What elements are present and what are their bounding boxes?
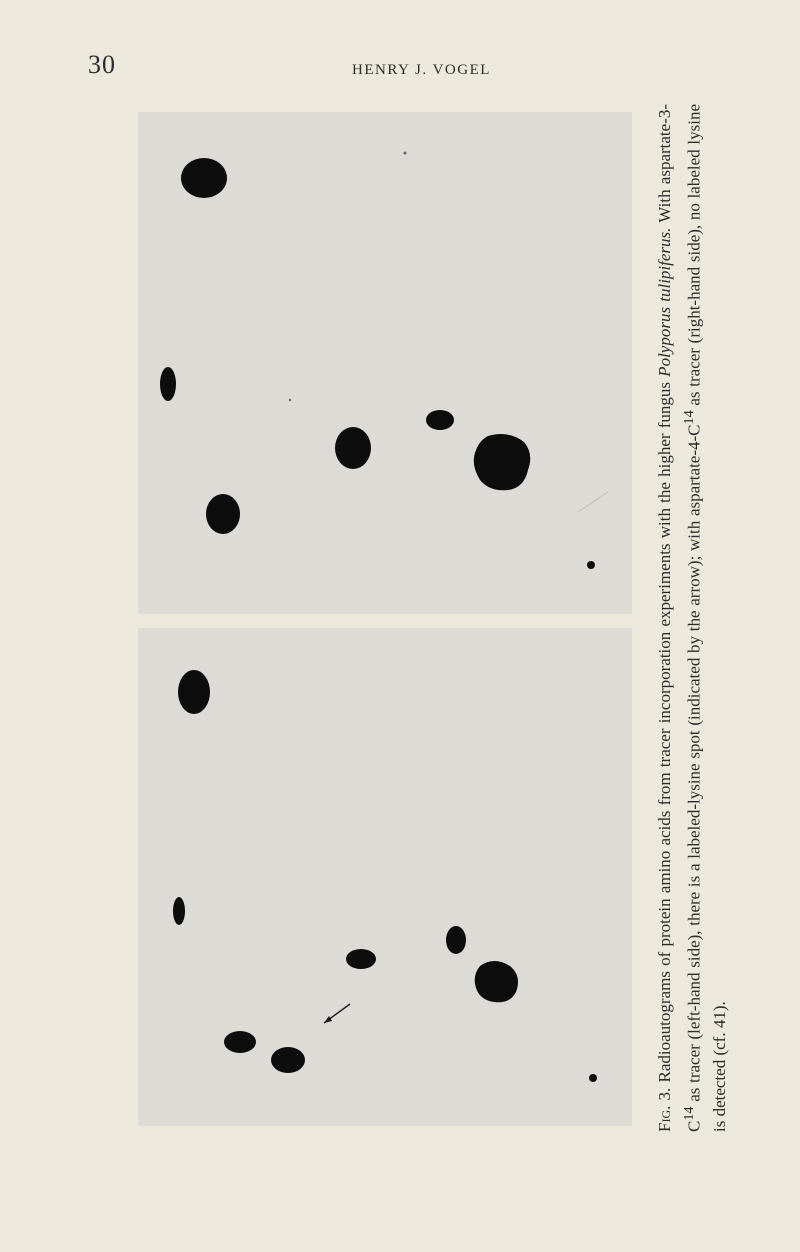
amino-acid-spot <box>335 427 371 469</box>
radioautogram-panel-top <box>138 112 632 614</box>
origin-spot <box>589 1074 597 1082</box>
scratch-mark <box>578 492 608 512</box>
arrow-icon <box>324 1004 350 1023</box>
caption-superscript: 14 <box>681 410 697 425</box>
running-head: HENRY J. VOGEL <box>352 62 491 78</box>
amino-acid-spot <box>446 926 466 954</box>
origin-spot <box>587 561 595 569</box>
caption-text-2: With aspartate-3-C <box>655 103 704 1132</box>
amino-acid-spot <box>475 961 518 1002</box>
amino-acid-spot <box>474 434 531 490</box>
amino-acid-spot <box>346 949 376 969</box>
faint-speck <box>404 152 407 155</box>
caption-superscript: 14 <box>681 1106 697 1121</box>
radioautogram-panel-bottom <box>138 628 632 1126</box>
faint-speck <box>289 399 291 401</box>
page-number: 30 <box>88 50 116 79</box>
caption-text-4: as tracer (right-hand side), no labeled lysine is detected (cf. 41). <box>684 104 729 1132</box>
labeled-lysine-spot <box>271 1047 305 1073</box>
amino-acid-spot <box>178 670 210 714</box>
amino-acid-spot <box>426 410 454 430</box>
amino-acid-spot <box>206 494 240 534</box>
caption-label: Fig. 3. <box>655 1087 674 1132</box>
amino-acid-spot <box>173 897 185 925</box>
amino-acid-spot <box>224 1031 256 1053</box>
amino-acid-spot <box>181 158 227 198</box>
figure-caption <box>652 103 729 1132</box>
caption-text-3: as tracer (left-hand side), there is a labeled-lysine spot (indicated by the arrow); with aspartate-4-C <box>684 424 704 1107</box>
caption-text-1: Radioautograms of protein amino acids from tracer incorporation experiments with the higher fungus <box>655 376 674 1088</box>
radioautogram-top-image <box>138 112 632 614</box>
amino-acid-spot <box>160 367 176 401</box>
radioautogram-bottom-image <box>138 628 632 1126</box>
caption-organism: Polyporus tulipiferus. <box>655 227 674 377</box>
